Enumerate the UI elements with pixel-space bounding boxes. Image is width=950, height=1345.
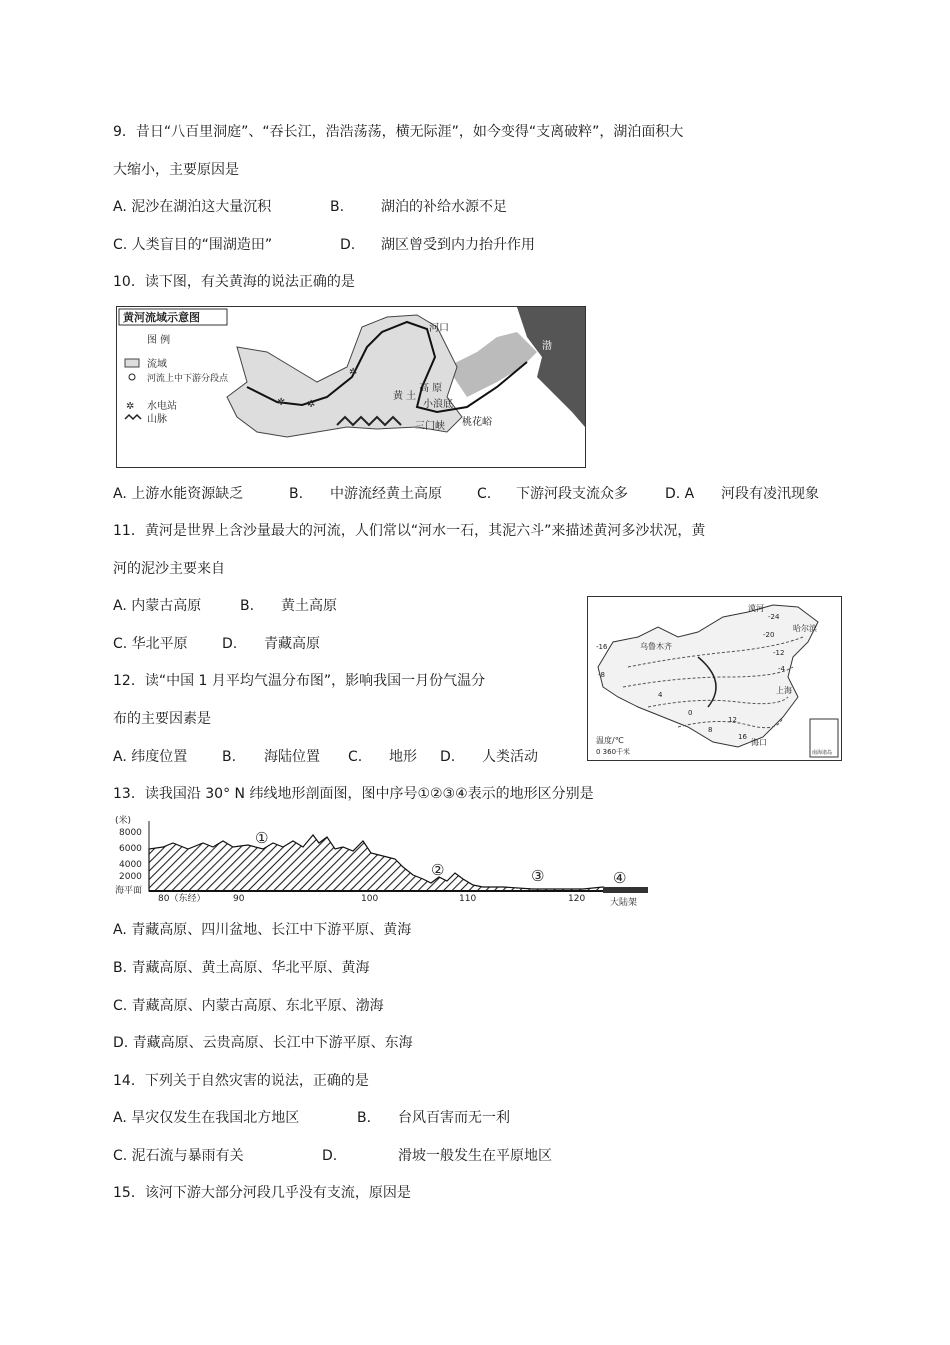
q9-option-a: A. 泥沙在湖泊这大量沉积 — [113, 199, 272, 215]
q14-option-b-text: 台风百害而无一利 — [398, 1110, 510, 1126]
q13-option-b: B. 青藏高原、黄土高原、华北平原、黄海 — [113, 960, 370, 976]
q9-stem-line1: 9．昔日“八百里洞庭”、“吞长江，浩浩荡荡，横无际涯”，如今变得“支离破粹”，湖泊面积大 — [113, 124, 684, 140]
q14-option-c: C. 泥石流与暴雨有关 — [113, 1148, 244, 1164]
isotherm-label: 0 — [688, 709, 693, 717]
continental-shelf — [603, 887, 648, 893]
legend-title: 图 例 — [147, 335, 171, 346]
q13-option-d: D. 青藏高原、云贵高原、长江中下游平原、东海 — [113, 1035, 413, 1051]
q10-option-b-text: 中游流经黄土高原 — [330, 486, 442, 502]
isotherm-label: -8 — [598, 671, 605, 679]
hydro-station-icon: ✲ — [349, 367, 358, 378]
q12-option-d-label: D. — [440, 749, 456, 765]
legend-mountain-symbol — [125, 415, 141, 419]
isotherm-label: 4 — [658, 691, 663, 699]
legend-basin: 流域 — [147, 359, 167, 370]
q10-option-c-label: C. — [477, 486, 492, 502]
q10-option-d-label: D. A — [665, 486, 695, 502]
shelf-label: 大陆架 — [610, 898, 638, 908]
q12-option-a: A. 纬度位置 — [113, 749, 188, 765]
q10-option-a: A. 上游水能资源缺乏 — [113, 486, 244, 502]
inset-label: 南海诸岛 — [812, 750, 833, 756]
profile-mark-4: ④ — [613, 869, 627, 887]
profile-unit: (米) — [115, 816, 132, 826]
profile-mark-2: ② — [431, 861, 445, 879]
terrain-profile-30n — [113, 813, 648, 911]
legend-scale: 0 360千米 — [596, 748, 631, 756]
q10-option-c-text: 下游河段支流众多 — [516, 486, 628, 502]
q14-option-d-label: D. — [322, 1148, 338, 1164]
label-mohe: 漠河 — [748, 604, 764, 613]
q11-stem-line1: 11．黄河是世界上含沙量最大的河流，人们常以“河水一石，其泥六斗”来描述黄河多沙状况，黄 — [113, 523, 706, 539]
legend-temp: 温度/℃ — [596, 736, 624, 745]
isotherm-label: -12 — [773, 649, 785, 657]
x-tick: 120 — [568, 894, 586, 904]
q13-option-a: A. 青藏高原、四川盆地、长江中下游平原、黄海 — [113, 922, 412, 938]
q14-stem: 14．下列关于自然灾害的说法，正确的是 — [113, 1073, 369, 1089]
isotherm-label: -16 — [596, 643, 608, 651]
y-tick: 6000 — [119, 844, 142, 854]
y-tick: 2000 — [119, 872, 142, 882]
q9-option-c: C. 人类盲目的“围湖造田” — [113, 237, 273, 253]
hydro-station-icon: ✲ — [307, 399, 316, 410]
profile-mark-3: ③ — [531, 867, 545, 885]
q13-option-c: C. 青藏高原、内蒙古高原、东北平原、渤海 — [113, 998, 384, 1014]
isotherm-label: -4 — [778, 665, 785, 673]
x-tick: 100 — [361, 894, 379, 904]
legend-split: 河流上中下游分段点 — [147, 374, 229, 384]
label-gaoyuan: 高 原 — [419, 383, 443, 394]
q9-option-d-label: D. — [340, 237, 356, 253]
china-jan-temperature-map — [587, 596, 842, 761]
y-tick: 4000 — [119, 860, 142, 870]
label-sanmenxia: 三门峡 — [415, 421, 445, 432]
label-huangtu: 黄 土 — [393, 391, 417, 402]
isotherm-label: 12 — [728, 716, 737, 724]
q14-option-a: A. 旱灾仅发生在我国北方地区 — [113, 1110, 300, 1126]
q14-option-b-label: B. — [357, 1110, 372, 1126]
q14-option-d-text: 滑坡一般发生在平原地区 — [398, 1148, 552, 1164]
q10-option-b-label: B. — [289, 486, 304, 502]
legend-split-symbol — [129, 374, 135, 380]
y-tick: 8000 — [119, 828, 142, 838]
q11-stem-line2: 河的泥沙主要来自 — [113, 561, 225, 577]
q12-stem-line2: 布的主要因素是 — [113, 711, 211, 727]
sea-level-label: 海平面 — [115, 886, 143, 896]
q11-option-a: A. 内蒙古高原 — [113, 598, 202, 614]
q12-option-c-text: 地形 — [389, 749, 417, 765]
q12-option-c-label: C. — [348, 749, 363, 765]
q13-stem: 13．读我国沿 30° N 纬线地形剖面图，图中序号①②③④表示的地形区分别是 — [113, 786, 594, 802]
q12-option-b-label: B. — [222, 749, 237, 765]
x-tick: 80（东经） — [158, 894, 206, 904]
terrain-profile-svg — [113, 813, 648, 911]
label-bohai: 渤 — [542, 341, 552, 352]
yellow-river-basin-map — [116, 306, 586, 468]
label-haikou: 海口 — [751, 738, 767, 747]
x-tick: 90 — [233, 894, 245, 904]
label-hekou: 河口 — [429, 323, 449, 334]
legend-station-icon: ✲ — [126, 401, 135, 412]
q9-option-d-text: 湖区曾受到内力抬升作用 — [381, 237, 535, 253]
q15-stem: 15．该河下游大部分河段几乎没有支流，原因是 — [113, 1185, 411, 1201]
isotherm-label: -24 — [768, 613, 780, 621]
label-wulumuqi: 乌鲁木齐 — [640, 642, 672, 651]
isotherm-label: 8 — [708, 726, 713, 734]
q10-stem: 10．读下图，有关黄海的说法正确的是 — [113, 274, 355, 290]
label-haerbin: 哈尔滨 — [793, 624, 817, 633]
q12-option-d-text: 人类活动 — [482, 749, 538, 765]
q12-option-b-text: 海陆位置 — [264, 749, 320, 765]
q10-option-d-text: 河段有凌汛现象 — [721, 486, 819, 502]
q9-option-b-label: B. — [330, 199, 345, 215]
q11-option-d-label: D. — [222, 636, 238, 652]
map-title: 黄河流域示意图 — [123, 311, 200, 324]
yellow-river-basin-map-svg — [117, 307, 585, 467]
isotherm-label: 16 — [738, 733, 747, 741]
hydro-station-icon: ✲ — [277, 397, 286, 408]
q11-option-d-text: 青藏高原 — [264, 636, 320, 652]
q11-option-b-label: B. — [240, 598, 255, 614]
q12-stem-line1: 12．读“中国 1 月平均气温分布图”，影响我国一月份气温分 — [113, 673, 486, 689]
q9-option-b-text: 湖泊的补给水源不足 — [381, 199, 507, 215]
sea-area — [517, 307, 585, 427]
legend-station: 水电站 — [147, 401, 177, 412]
china-jan-temperature-map-svg — [588, 597, 841, 760]
label-xiaolangdi: 小浪底 — [423, 399, 453, 410]
profile-mark-1: ① — [255, 829, 269, 847]
q11-option-b-text: 黄土高原 — [281, 598, 337, 614]
legend-basin-swatch — [125, 359, 139, 367]
q11-option-c: C. 华北平原 — [113, 636, 188, 652]
legend-mountain: 山脉 — [147, 414, 167, 425]
label-shanghai: 上海 — [776, 686, 792, 695]
label-taohuayu: 桃花峪 — [462, 417, 492, 428]
isotherm-label: -20 — [763, 631, 775, 639]
x-tick: 110 — [459, 894, 477, 904]
q9-stem-line2: 大缩小，主要原因是 — [113, 162, 239, 178]
